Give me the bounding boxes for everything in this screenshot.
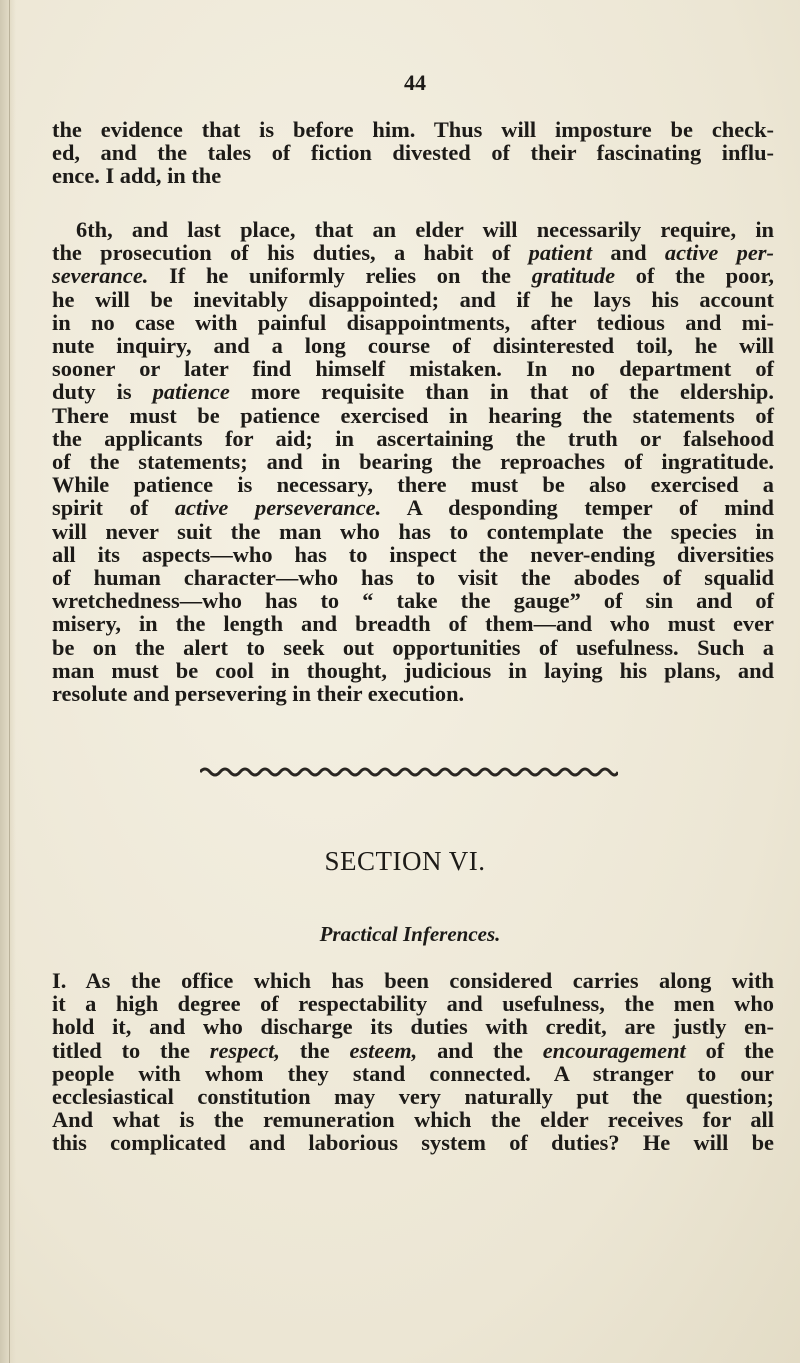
text-line: the applicants for aid; in ascertaining the truth or falsehood [52,425,774,451]
text-line: severance. If he uniformly relies on the gratitude of the poor, [52,263,774,289]
text-line: hold it, and who discharge its duties with credit, are justly en- [52,1014,774,1040]
page-binding-edge [0,0,16,1363]
text-line: wretchedness—who has to “ take the gauge” of sin and of [52,588,774,614]
text-line: While patience is necessary, there must be also exercised a [52,472,774,498]
top-paragraph [52,118,774,188]
text-line: There must be patience exercised in hearing the statements of [52,402,774,428]
text-line: in no case with painful disappointments, after tedious and mi- [52,309,774,335]
text-line: ed, and the tales of fiction divested of their fascinating influ- [52,140,774,166]
text-line: I. As the office which has been considered carries along with [52,968,774,993]
page-number: 44 [404,70,426,95]
text-line: spirit of active perseverance. A desponding temper of mind [52,495,774,521]
text-line: of the statements; and in bearing the reproaches of ingratitude. [52,449,774,475]
decorative-rule-ornament [200,765,618,779]
section-paragraph [52,969,774,1155]
text-line: it a high degree of respectability and usefulness, the men who [52,991,774,1017]
text-line: titled to the respect, the esteem, and the encouragement of the [52,1037,774,1063]
sixth-point-paragraph [52,218,774,705]
text-line: misery, in the length and breadth of them—and who must ever [52,611,774,637]
text-line: will never suit the man who has to contemplate the species in [52,518,774,544]
text-line: of human character—who has to visit the abodes of squalid [52,565,774,591]
text-line: sooner or later find himself mistaken. In no department of [52,356,774,382]
text-line: people with whom they stand connected. A stranger to our [52,1060,774,1086]
text-line: nute inquiry, and a long course of disinterested toil, he will [52,333,774,359]
text-line: he will be inevitably disappointed; and if he lays his account [52,286,774,312]
text-line: ence. I add, in the [52,163,222,189]
text-line: be on the alert to seek out opportunities of usefulness. Such a [52,634,774,660]
text-line: man must be cool in thought, judicious in laying his plans, and [52,657,774,683]
text-line: the evidence that is before him. Thus will imposture be check- [52,117,774,142]
text-line: 6th, and last place, that an elder will necessarily require, in [76,217,774,242]
text-line: all its aspects—who has to inspect the never-ending diversities [52,541,774,567]
text-line: duty is patience more requisite than in that of the eldership. [52,379,774,405]
text-line: resolute and persevering in their execution. [52,681,465,707]
text-line: the prosecution of his duties, a habit of patient and active per- [52,240,774,266]
page-binding-line [9,0,10,1363]
text-line: And what is the remuneration which the elder receives for all [52,1107,774,1133]
section-title: SECTION VI. [324,846,486,876]
section-subtitle: Practical Inferences. [319,922,501,946]
text-line: ecclesiastical constitution may very naturally put the question; [52,1084,774,1110]
text-line: this complicated and laborious system of duties? He will be [52,1130,774,1156]
